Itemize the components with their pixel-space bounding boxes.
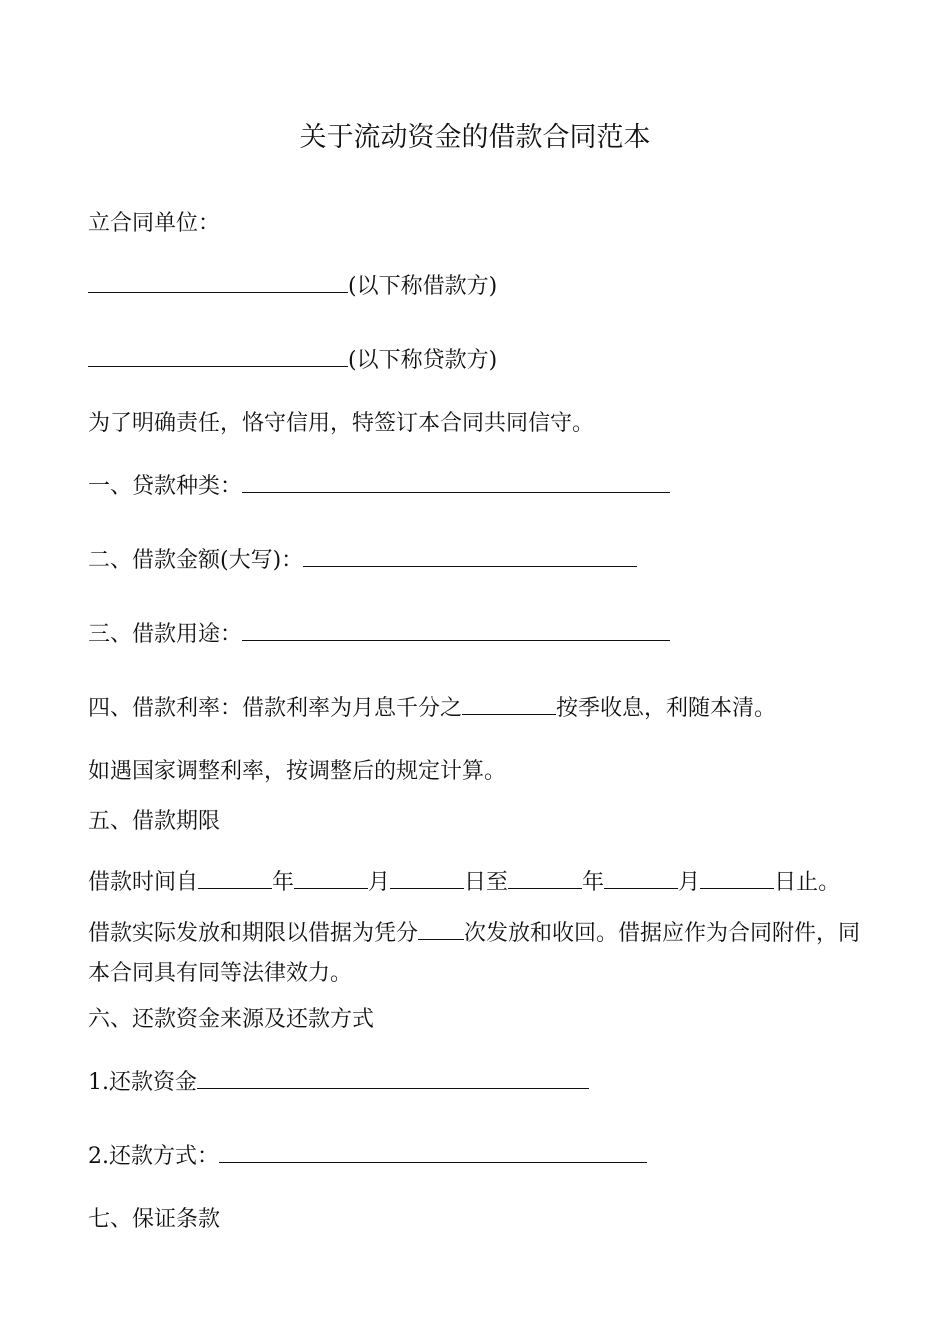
item3-line xyxy=(88,618,670,651)
repayment-method-blank[interactable] xyxy=(219,1140,647,1163)
borrower-suffix: (以下称借款方) xyxy=(348,274,498,299)
month-text: 月 xyxy=(368,870,391,895)
item5-para-a: 借款实际发放和期限以借据为凭分 xyxy=(88,921,419,946)
year-text: 年 xyxy=(272,870,295,895)
item1-label: 一、贷款种类： xyxy=(88,474,243,499)
loan-purpose-blank[interactable] xyxy=(242,618,670,641)
item5-para-b: 次发放和收回。借据应作为合同附件，同本合同具有同等法律效力。 xyxy=(88,921,861,986)
item1-line xyxy=(88,470,670,503)
item7-heading: 七、保证条款 xyxy=(88,1207,221,1232)
end-month-blank[interactable] xyxy=(604,866,678,889)
period-line xyxy=(88,866,840,899)
item4-text-a: 四、借款利率：借款利率为月息千分之 xyxy=(88,696,463,721)
item6-1-label: 1.还款资金 xyxy=(88,1070,197,1095)
parties-heading: 立合同单位： xyxy=(88,211,221,236)
item6-heading: 六、还款资金来源及还款方式 xyxy=(88,1007,375,1032)
item3-label: 三、借款用途： xyxy=(88,622,243,647)
day-end-text: 日止。 xyxy=(774,870,841,895)
interest-rate-blank[interactable] xyxy=(462,692,556,715)
loan-type-blank[interactable] xyxy=(242,470,670,493)
item2-line xyxy=(88,544,637,577)
day-to-text: 日至 xyxy=(464,870,509,895)
start-year-blank[interactable] xyxy=(198,866,272,889)
start-month-blank[interactable] xyxy=(294,866,368,889)
lender-line xyxy=(88,344,497,377)
item5-heading: 五、借款期限 xyxy=(88,809,221,834)
lender-suffix: (以下称贷款方) xyxy=(348,348,498,373)
item4-note: 如遇国家调整利率，按调整后的规定计算。 xyxy=(88,759,507,784)
month-text: 月 xyxy=(678,870,701,895)
item4-line xyxy=(88,692,776,725)
item6-1-line xyxy=(88,1066,589,1099)
borrower-line xyxy=(88,270,497,303)
document-title: 关于流动资金的借款合同范本 xyxy=(299,122,651,153)
period-start-text: 借款时间自 xyxy=(88,870,199,895)
installments-blank[interactable] xyxy=(418,917,464,940)
year-text: 年 xyxy=(582,870,605,895)
loan-amount-blank[interactable] xyxy=(303,544,637,567)
lender-blank[interactable] xyxy=(88,344,348,367)
repayment-source-blank[interactable] xyxy=(197,1066,589,1089)
preamble: 为了明确责任，恪守信用，特签订本合同共同信守。 xyxy=(88,411,595,436)
start-day-blank[interactable] xyxy=(390,866,464,889)
item4-text-b: 按季收息，利随本清。 xyxy=(556,696,777,721)
item5-paragraph xyxy=(88,914,868,994)
item6-2-label: 2.还款方式： xyxy=(88,1144,219,1169)
end-year-blank[interactable] xyxy=(508,866,582,889)
item6-2-line xyxy=(88,1140,647,1173)
borrower-blank[interactable] xyxy=(88,270,348,293)
end-day-blank[interactable] xyxy=(700,866,774,889)
item2-label: 二、借款金额(大写)： xyxy=(88,548,304,573)
